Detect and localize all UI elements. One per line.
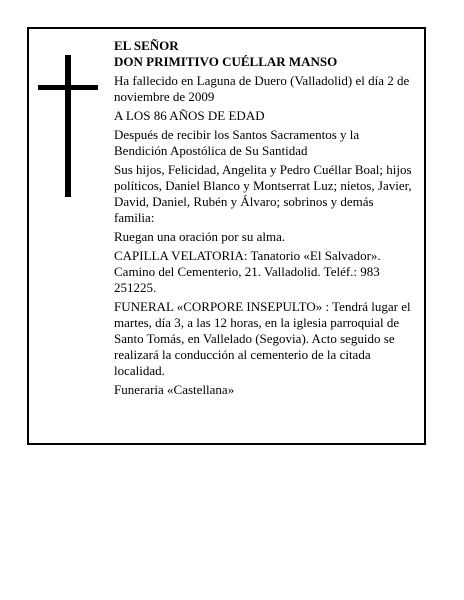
family-line: Sus hijos, Felicidad, Angelita y Pedro Cuéllar Boal; hijos políticos, Daniel Blanco y Montserrat Luz; nietos, Javier, David, Daniel, Rubén y Álvaro; sobrinos y demás familia: xyxy=(114,162,412,225)
deceased-name: DON PRIMITIVO CUÉLLAR MANSO xyxy=(114,54,338,69)
cross-vertical-bar xyxy=(65,55,71,197)
age-line: A LOS 86 AÑOS DE EDAD xyxy=(114,108,265,123)
obituary-text xyxy=(114,38,414,401)
funeral-line: FUNERAL «CORPORE INSEPULTO» : Tendrá lugar el martes, día 3, a las 12 horas, en la iglesia parroquial de Santo Tomás, en Vallelado (Segovia). Acto seguido se realizará la conducción al cementerio de la citada localidad. xyxy=(114,299,411,378)
chapel-line: CAPILLA VELATORIA: Tanatorio «El Salvador». Camino del Cementerio, 21. Valladolid. Teléf.: 983 251225. xyxy=(114,248,381,295)
funeral-home-line: Funeraria «Castellana» xyxy=(114,382,235,397)
prayer-line: Ruegan una oración por su alma. xyxy=(114,229,286,244)
title-line: EL SEÑOR xyxy=(114,38,179,53)
cross-icon xyxy=(38,55,98,197)
cross-horizontal-bar xyxy=(38,85,98,90)
sacraments-line: Después de recibir los Santos Sacramentos y la Bendición Apostólica de Su Santidad xyxy=(114,127,360,158)
death-statement: Ha fallecido en Laguna de Duero (Valladolid) el día 2 de noviembre de 2009 xyxy=(114,73,410,104)
